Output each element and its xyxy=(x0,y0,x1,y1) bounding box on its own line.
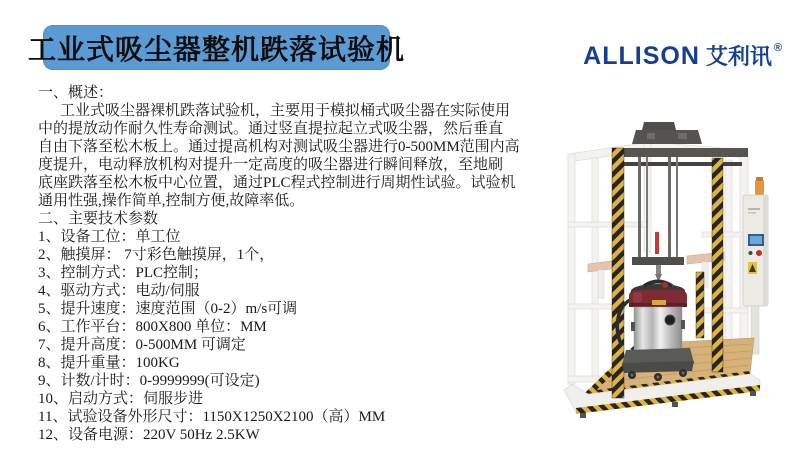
top-lifting-beam xyxy=(614,122,748,166)
emergency-stop-button xyxy=(756,250,761,255)
spec-item-10: 10、启动方式：伺服步进 xyxy=(38,391,204,407)
page-title: 工业式吸尘器整机跌落试验机 xyxy=(28,34,406,66)
registered-trademark-mark: ® xyxy=(773,42,782,54)
overview-line-2: 中的提放动作耐久性寿命测试。通过竖直提拉起立式吸尘器，然后垂直 xyxy=(38,121,504,137)
specs-heading: 二、主要技术参数 xyxy=(38,211,159,227)
spec-item-6: 6、工作平台：800X800 单位：MM xyxy=(38,319,267,335)
overview-line-1: 工业式吸尘器裸机跌落试验机，主要用于模拟桶式吸尘器在实际使用 xyxy=(60,103,511,119)
spec-item-11: 11、试验设备外形尺寸：1150X1250X2100（高）MM xyxy=(38,409,386,425)
release-cylinder xyxy=(655,232,659,254)
brand-logo xyxy=(583,40,782,71)
spec-item-5: 5、提升速度：速度范围（0-2）m/s可调 xyxy=(38,301,298,317)
overview-heading: 一、概述： xyxy=(38,85,114,101)
spec-item-3: 3、控制方式：PLC控制； xyxy=(38,265,209,281)
drop-test-machine-illustration xyxy=(552,92,798,422)
lifting-mechanism xyxy=(632,157,684,282)
logo-latin-text: ALLISON xyxy=(583,42,700,70)
title-banner xyxy=(28,25,406,70)
spec-item-12: 12、设备电源：220V 50Hz 2.5KW xyxy=(38,427,260,443)
product-photo xyxy=(552,92,798,422)
spec-item-7: 7、提升高度：0-500MM 可调定 xyxy=(38,337,246,353)
hazard-post-left xyxy=(612,148,624,398)
spec-item-4: 4、驱动方式：电动/伺服 xyxy=(38,283,200,299)
spec-item-9: 9、计数/计时：0-9999999(可设定) xyxy=(38,373,260,389)
hazard-strip-inner xyxy=(696,272,704,338)
logo-cjk-text: 艾利讯 xyxy=(705,44,772,69)
hazard-post-right xyxy=(712,158,723,372)
spec-item-1: 1、设备工位：单工位 xyxy=(38,229,181,245)
overview-line-6: 通用性强,操作简单,控制方便,故障率低。 xyxy=(38,193,305,209)
overview-line-3: 自由下落至松木板上。通过提高机构对测试吸尘器进行0-500MM范围内高 xyxy=(38,139,520,155)
spec-item-8: 8、提升重量：100KG xyxy=(38,355,180,371)
hose-inlet xyxy=(665,315,675,325)
vacuum-label xyxy=(652,300,666,305)
signal-lamp xyxy=(755,180,764,195)
vacuum-drum xyxy=(634,307,682,351)
description-block xyxy=(38,84,553,444)
overview-line-4: 度提升，电动释放机构对提升一定高度的吸尘器进行瞬间释放，至地刷 xyxy=(38,157,504,173)
spec-item-2: 2、触摸屏： 7寸彩色触摸屏，1个， xyxy=(38,247,275,263)
overview-line-5: 底座跌落至松木板中心位置，通过PLC程式控制进行周期性试验。试验机 xyxy=(38,175,516,191)
power-switch xyxy=(749,251,753,255)
vacuum-cleaner xyxy=(617,282,694,382)
